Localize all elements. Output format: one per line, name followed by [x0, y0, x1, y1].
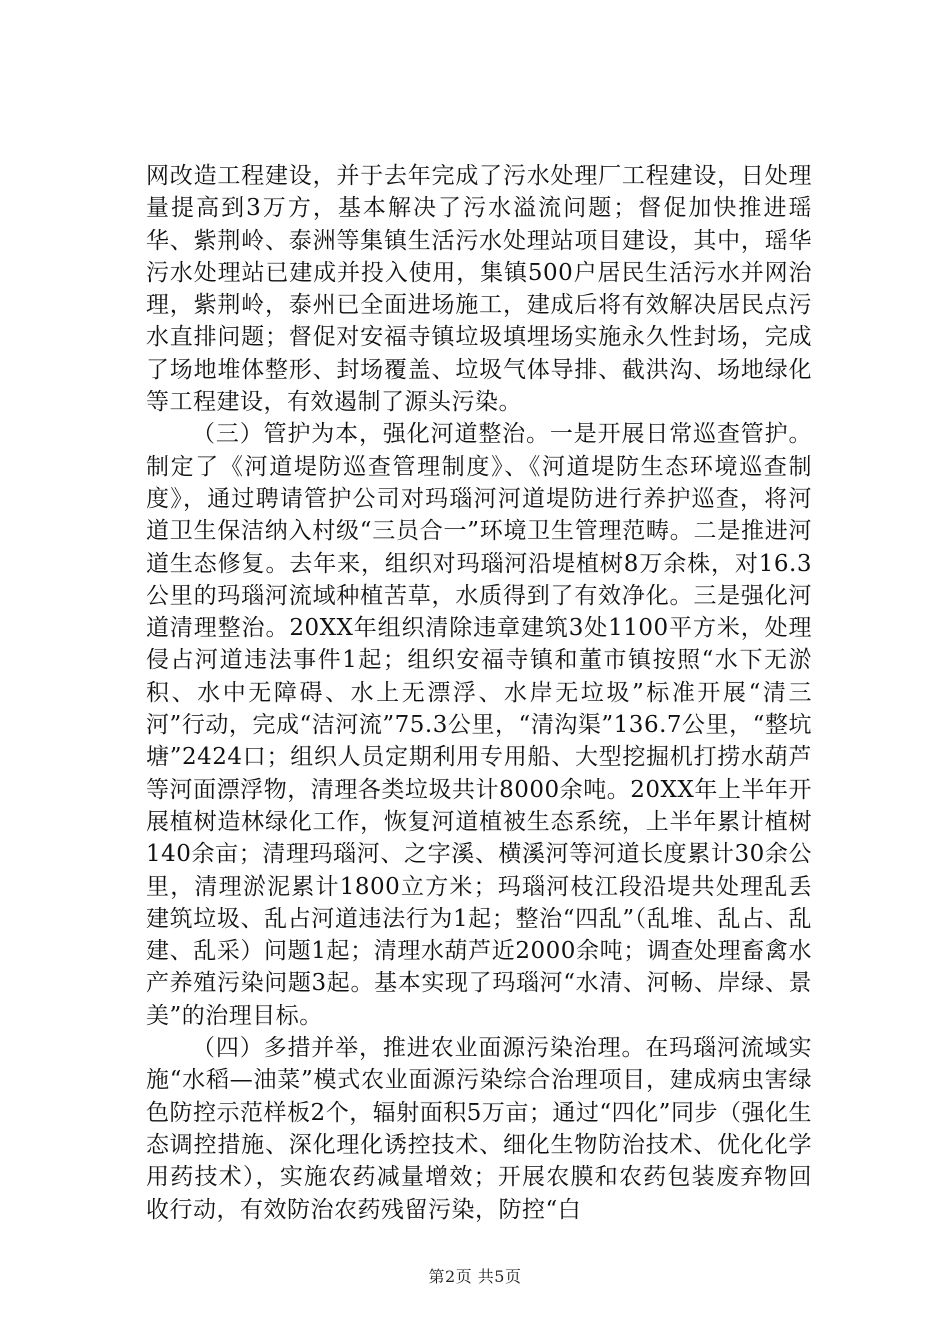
document-body	[146, 160, 812, 1226]
paragraph-continuation: 网改造工程建设，并于去年完成了污水处理厂工程建设，日处理量提高到3万方，基本解决了污水溢流问题；督促加快推进瑶华、紫荆岭、泰洲等集镇生活污水处理站项目建设，其中，瑶华污水处理站已建成并投入使用，集镇500户居民生活污水并网治理，紫荆岭，泰州已全面进场施工，建成后将有效解决居民点污水直排问题；督促对安福寺镇垃圾填埋场实施永久性封场，完成了场地堆体整形、封场覆盖、垃圾气体导排、截洪沟、场地绿化等工程建设，有效遏制了源头污染。	[146, 163, 812, 416]
page-footer: 第2页 共5页	[428, 1267, 522, 1286]
paragraph-agricultural-pollution: （四）多措并举，推进农业面源污染治理。在玛瑙河流域实施“水稻—油菜”模式农业面源污染综合治理项目，建成病虫害绿色防控示范样板2个，辐射面积5万亩；通过“四化”同步（强化生态调控措施、深化理化诱控技术、细化生物防治技术、优化化学用药技术），实施农药减量增效；开展农膜和农药包装废弃物回收行动，有效防治农药残留污染，防控“白	[146, 1035, 812, 1223]
paragraph-river-management: （三）管护为本，强化河道整治。一是开展日常巡查管护。制定了《河道堤防巡查管理制度》、《河道堤防生态环境巡查制度》，通过聘请管护公司对玛瑙河河道堤防进行养护巡查，将河道卫生保洁纳入村级“三员合一”环境卫生管理范畴。二是推进河道生态修复。去年来，组织对玛瑙河沿堤植树8万余株，对16.3公里的玛瑙河流域种植苦草，水质得到了有效净化。三是强化河道清理整治。20XX年组织清除违章建筑3处1100平方米，处理侵占河道违法事件1起；组织安福寺镇和董市镇按照“水下无淤积、水中无障碍、水上无漂浮、水岸无垃圾”标准开展“清三河”行动，完成“洁河流”75.3公里，“清沟渠”136.7公里，“整坑塘”2424口；组织人员定期利用专用船、大型挖掘机打捞水葫芦等河面漂浮物，清理各类垃圾共计8000余吨。20XX年上半年开展植树造林绿化工作，恢复河道植被生态系统，上半年累计植树140余亩；清理玛瑙河、之字溪、横溪河等河道长度累计30余公里，清理淤泥累计1800立方米；玛瑙河枝江段沿堤共处理乱丢建筑垃圾、乱占河道违法行为1起；整治“四乱”（乱堆、乱占、乱建、乱采）问题1起；清理水葫芦近2000余吨；调查处理畜禽水产养殖污染问题3起。基本实现了玛瑙河“水清、河畅、岸绿、景美”的治理目标。	[146, 421, 812, 1029]
